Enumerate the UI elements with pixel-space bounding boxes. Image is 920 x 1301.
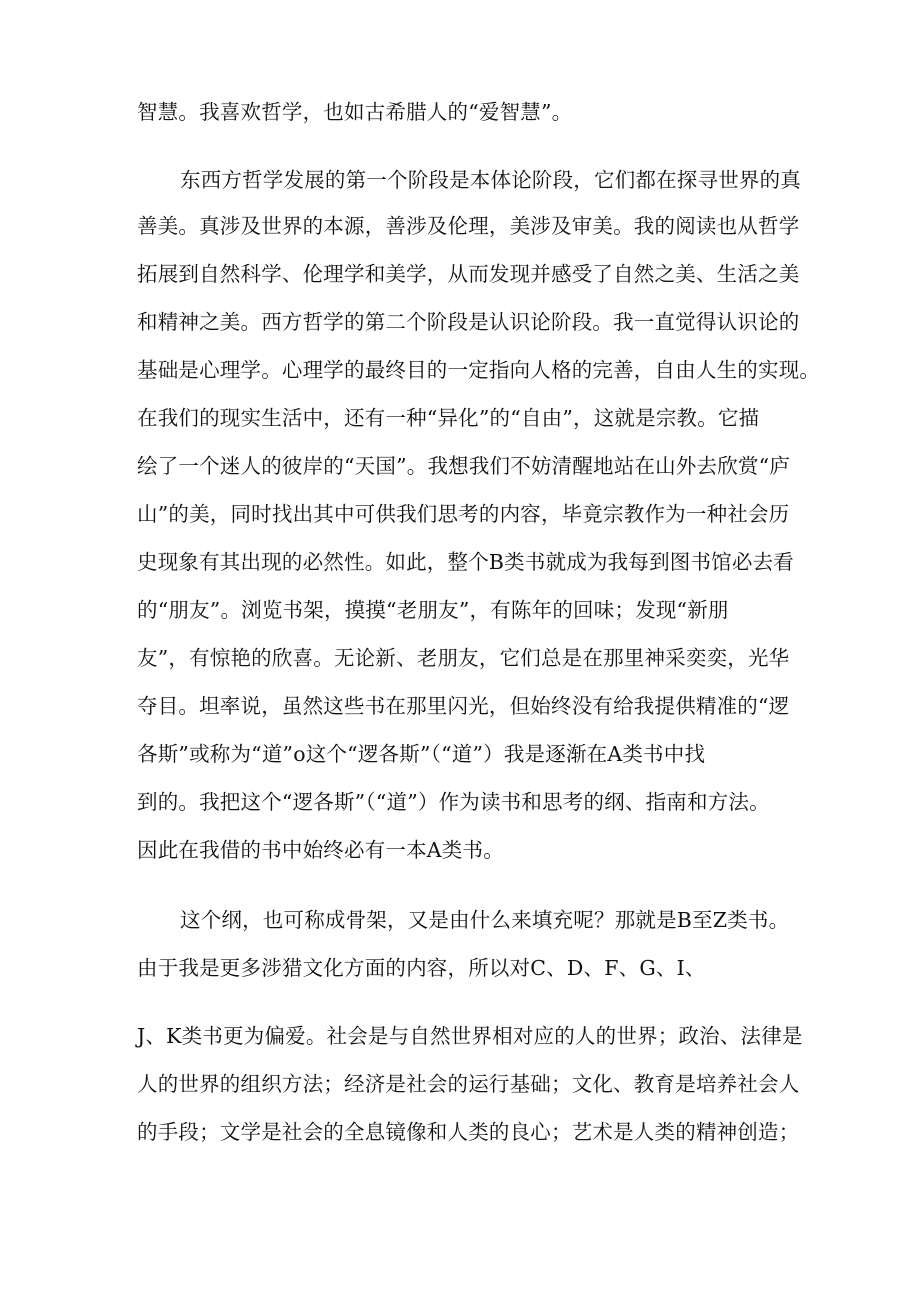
paragraph-line: J、K类书更为偏爱。社会是与自然世界相对应的人的世界；政治、法律是: [137, 1024, 803, 1048]
paragraph-line: 和精神之美。西方哲学的第二个阶段是认识论阶段。我一直觉得认识论的: [137, 310, 800, 334]
paragraph-line: 在我们的现实生活中，还有一种“异化”的“自由”，这就是宗教。它描: [137, 406, 760, 430]
paragraph-line: 这个纲，也可称成骨架，又是由什么来填充呢？那就是B至Z类书。: [180, 908, 790, 932]
paragraph-line: 的手段；文学是社会的全息镜像和人类的良心；艺术是人类的精神创造；: [137, 1120, 800, 1144]
paragraph-line: 智慧。我喜欢哲学，也如古希腊人的“爱智慧”。: [137, 100, 573, 124]
paragraph-line: 绘了一个迷人的彼岸的“天国”。我想我们不妨清醒地站在山外去欣赏“庐: [137, 454, 791, 478]
paragraph-line: 由于我是更多涉猎文化方面的内容，所以对C、D、F、G、I、: [137, 956, 706, 980]
paragraph-line: 东西方哲学发展的第一个阶段是本体论阶段，它们都在探寻世界的真: [180, 168, 801, 192]
paragraph-line: 人的世界的组织方法；经济是社会的运行基础；文化、教育是培养社会人: [137, 1072, 800, 1096]
paragraph-line: 各斯”或称为“道”o这个“逻各斯”（“道”）我是逐渐在A类书中找: [137, 742, 706, 766]
paragraph-line: 夺目。坦率说，虽然这些书在那里闪光，但始终没有给我提供精准的“逻: [137, 694, 790, 718]
paragraph-line: 友”，有惊艳的欣喜。无论新、老朋友，它们总是在那里神采奕奕，光华: [137, 646, 790, 670]
paragraph-line: 拓展到自然科学、伦理学和美学，从而发现并感受了自然之美、生活之美: [137, 262, 800, 286]
paragraph-line: 善美。真涉及世界的本源，善涉及伦理，美涉及审美。我的阅读也从哲学: [137, 214, 800, 238]
paragraph-line: 到的。我把这个“逻各斯”（“道”）作为读书和思考的纲、指南和方法。: [137, 790, 770, 814]
paragraph-line: 山”的美，同时找出其中可供我们思考的内容，毕竟宗教作为一种社会历: [137, 502, 790, 526]
paragraph-line: 因此在我借的书中始终必有一本A类书。: [137, 838, 504, 862]
paragraph-line: 基础是心理学。心理学的最终目的一定指向人格的完善，自由人生的实现。: [137, 358, 821, 382]
paragraph-line: 的“朋友”。浏览书架，摸摸“老朋友”，有陈年的回味；发现“新朋: [137, 598, 729, 622]
paragraph-line: 史现象有其出现的必然性。如此，整个B类书就成为我每到图书馆必去看: [137, 550, 794, 574]
